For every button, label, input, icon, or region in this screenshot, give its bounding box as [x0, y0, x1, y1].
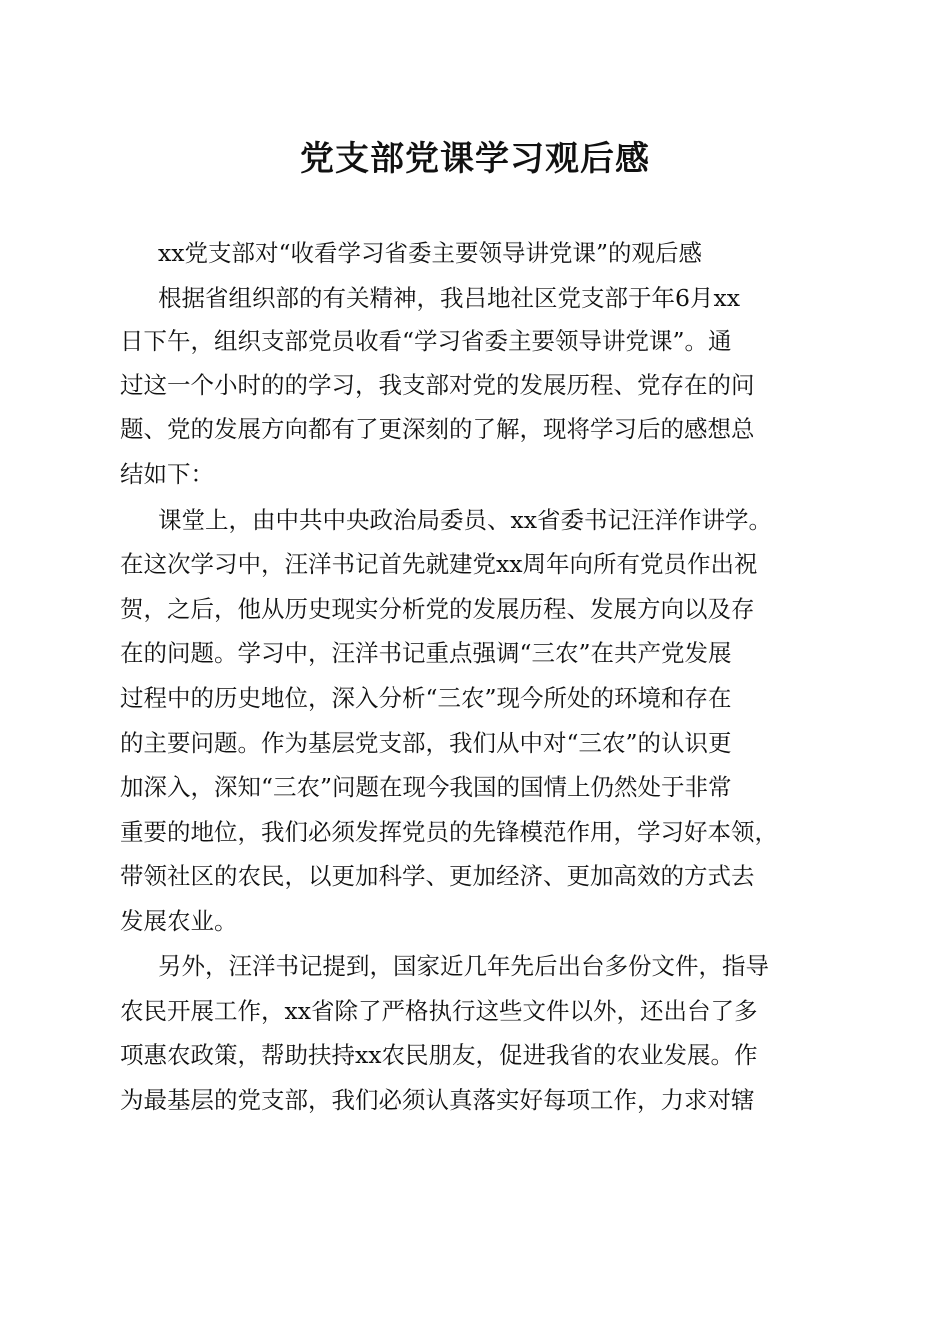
paragraph-3-line: 另外，汪洋书记提到，国家近几年先后出台多份文件，指导: [158, 952, 769, 980]
paragraph-2-line: 重要的地位，我们必须发挥党员的先锋模范作用，学习好本领，: [120, 818, 778, 846]
paragraph-1-line: 根据省组织部的有关精神，我吕地社区党支部于年6月xx: [158, 284, 740, 312]
paragraph-2-line: 加深入，深知“三农”问题在现今我国的国情上仍然处于非常: [120, 773, 732, 801]
paragraph-2-line: 的主要问题。作为基层党支部，我们从中对“三农”的认识更: [120, 729, 732, 757]
paragraph-2-line: 贺，之后，他从历史现实分析党的发展历程、发展方向以及存: [120, 595, 755, 623]
paragraph-2-line: 课堂上，由中共中央政治局委员、xx省委书记汪洋作讲学。: [158, 506, 773, 534]
paragraph-3-line: 为最基层的党支部，我们必须认真落实好每项工作，力求对辖: [120, 1086, 755, 1114]
paragraph-1-line: 过这一个小时的的学习，我支部对党的发展历程、党存在的问: [120, 371, 755, 399]
paragraph-2-line: 在这次学习中，汪洋书记首先就建党xx周年向所有党员作出祝: [120, 550, 758, 578]
paragraph-3-line: 项惠农政策，帮助扶持xx农民朋友，促进我省的农业发展。作: [120, 1041, 758, 1069]
paragraph-1-line: 日下午，组织支部党员收看“学习省委主要领导讲党课”。通: [120, 327, 732, 355]
document-subtitle: xx党支部对“收看学习省委主要领导讲党课”的观后感: [158, 239, 703, 267]
paragraph-2-line: 在的问题。学习中，汪洋书记重点强调“三农”在共产党发展: [120, 639, 732, 667]
paragraph-2-line: 带领社区的农民，以更加科学、更加经济、更加高效的方式去: [120, 862, 755, 890]
paragraph-1-line: 题、党的发展方向都有了更深刻的了解，现将学习后的感想总: [120, 415, 755, 443]
paragraph-2-line: 过程中的历史地位，深入分析“三农”现今所处的环境和存在: [120, 684, 732, 712]
paragraph-3-line: 农民开展工作，xx省除了严格执行这些文件以外，还出台了多: [120, 997, 758, 1025]
paragraph-1-line: 结如下：: [120, 460, 214, 488]
document-title: 党支部党课学习观后感: [300, 139, 650, 179]
paragraph-2-line: 发展农业。: [120, 907, 238, 935]
